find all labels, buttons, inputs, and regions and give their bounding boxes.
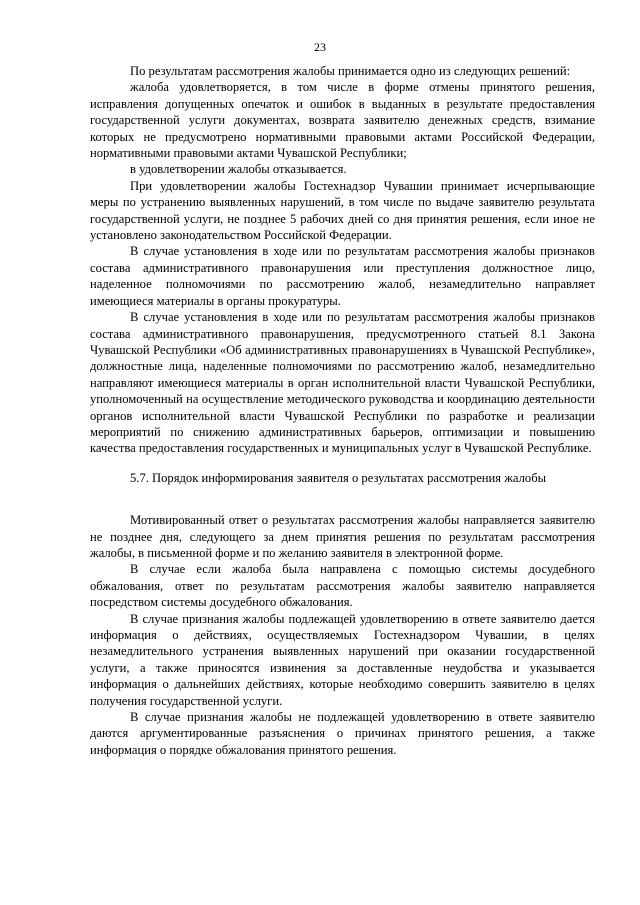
paragraph: в удовлетворении жалобы отказывается. <box>130 162 347 177</box>
paragraph: По результатам рассмотрения жалобы принимается одно из следующих решений: <box>130 64 571 78</box>
spacer <box>90 498 595 512</box>
page-number: 23 <box>314 40 326 54</box>
document-body <box>90 63 595 758</box>
paragraph: При удовлетворении жалобы Гостехнадзор Чувашии принимает исчерпывающие меры по устранению выявленных нарушений, в том числе по выдаче заявителю результата государственной услуги, не позднее 5 рабочих дней со дня принятия решения, если иное не установлено законодательством Российской Федерации. <box>90 178 595 243</box>
section-heading: 5.7. Порядок информирования заявителя о результатах рассмотрения жалобы <box>130 470 547 485</box>
paragraph: жалоба удовлетворяется, в том числе в форме отмены принятого решения, исправления допущенных опечаток и ошибок в выданных в результате предоставления государственной услуги документах, возврата заявителю денежных средств, взимание которых не предусмотрено нормативными правовыми актами Российской Федерации, нормативными правовыми актами Чувашской Республики; <box>90 80 595 161</box>
paragraph: В случае установления в ходе или по результатам рассмотрения жалобы признаков состава административного правонарушения, предусмотренного статьей 8.1 Закона Чувашской Республики «Об административных правонарушениях в Чувашской Республике», должностные лица, наделенные полномочиями по рассмотрению жалоб, незамедлительно направляют имеющиеся материалы в орган исполнительной власти Чувашской Республики, уполномоченный на осуществление методического руководства и координацию деятельности органов исполнительной власти Чувашской Республики по разработке и реализации мероприятий по снижению административных барьеров, оптимизации и повышению качества предоставления государственных и муниципальных услуг в Чувашской Республике. <box>90 310 595 456</box>
paragraph: В случае признания жалобы подлежащей удовлетворению в ответе заявителю дается информация о действиях, осуществляемых Гостехнадзором Чувашии, в целях незамедлительного устранения выявленных нарушений при оказании государственной услуги, а также приносятся извинения за доставленные неудобства и указывается информация о дальнейших действиях, которые необходимо совершить заявителю в целях получения государственной услуги. <box>90 611 595 708</box>
paragraph: В случае если жалоба была направлена с помощью системы досудебного обжалования, ответ по результатам рассмотрения жалобы заявителю направляется посредством системы досудебного обжалования. <box>90 562 595 610</box>
paragraph: В случае признания жалобы не подлежащей удовлетворению в ответе заявителю даются аргументированные разъяснения о причинах принятого решения, а также информация о порядке обжалования принятого решения. <box>90 710 595 757</box>
paragraph: Мотивированный ответ о результатах рассмотрения жалобы направляется заявителю не позднее дня, следующего за днем принятия решения по результатам рассмотрения жалобы, в письменной форме и по желанию заявителя в электронной форме. <box>90 513 595 560</box>
paragraph: В случае установления в ходе или по результатам рассмотрения жалобы признаков состава административного правонарушения или преступления должностное лицо, наделенное полномочиями по рассмотрению жалоб, незамедлительно направляет имеющиеся материалы в органы прокуратуры. <box>90 244 595 308</box>
